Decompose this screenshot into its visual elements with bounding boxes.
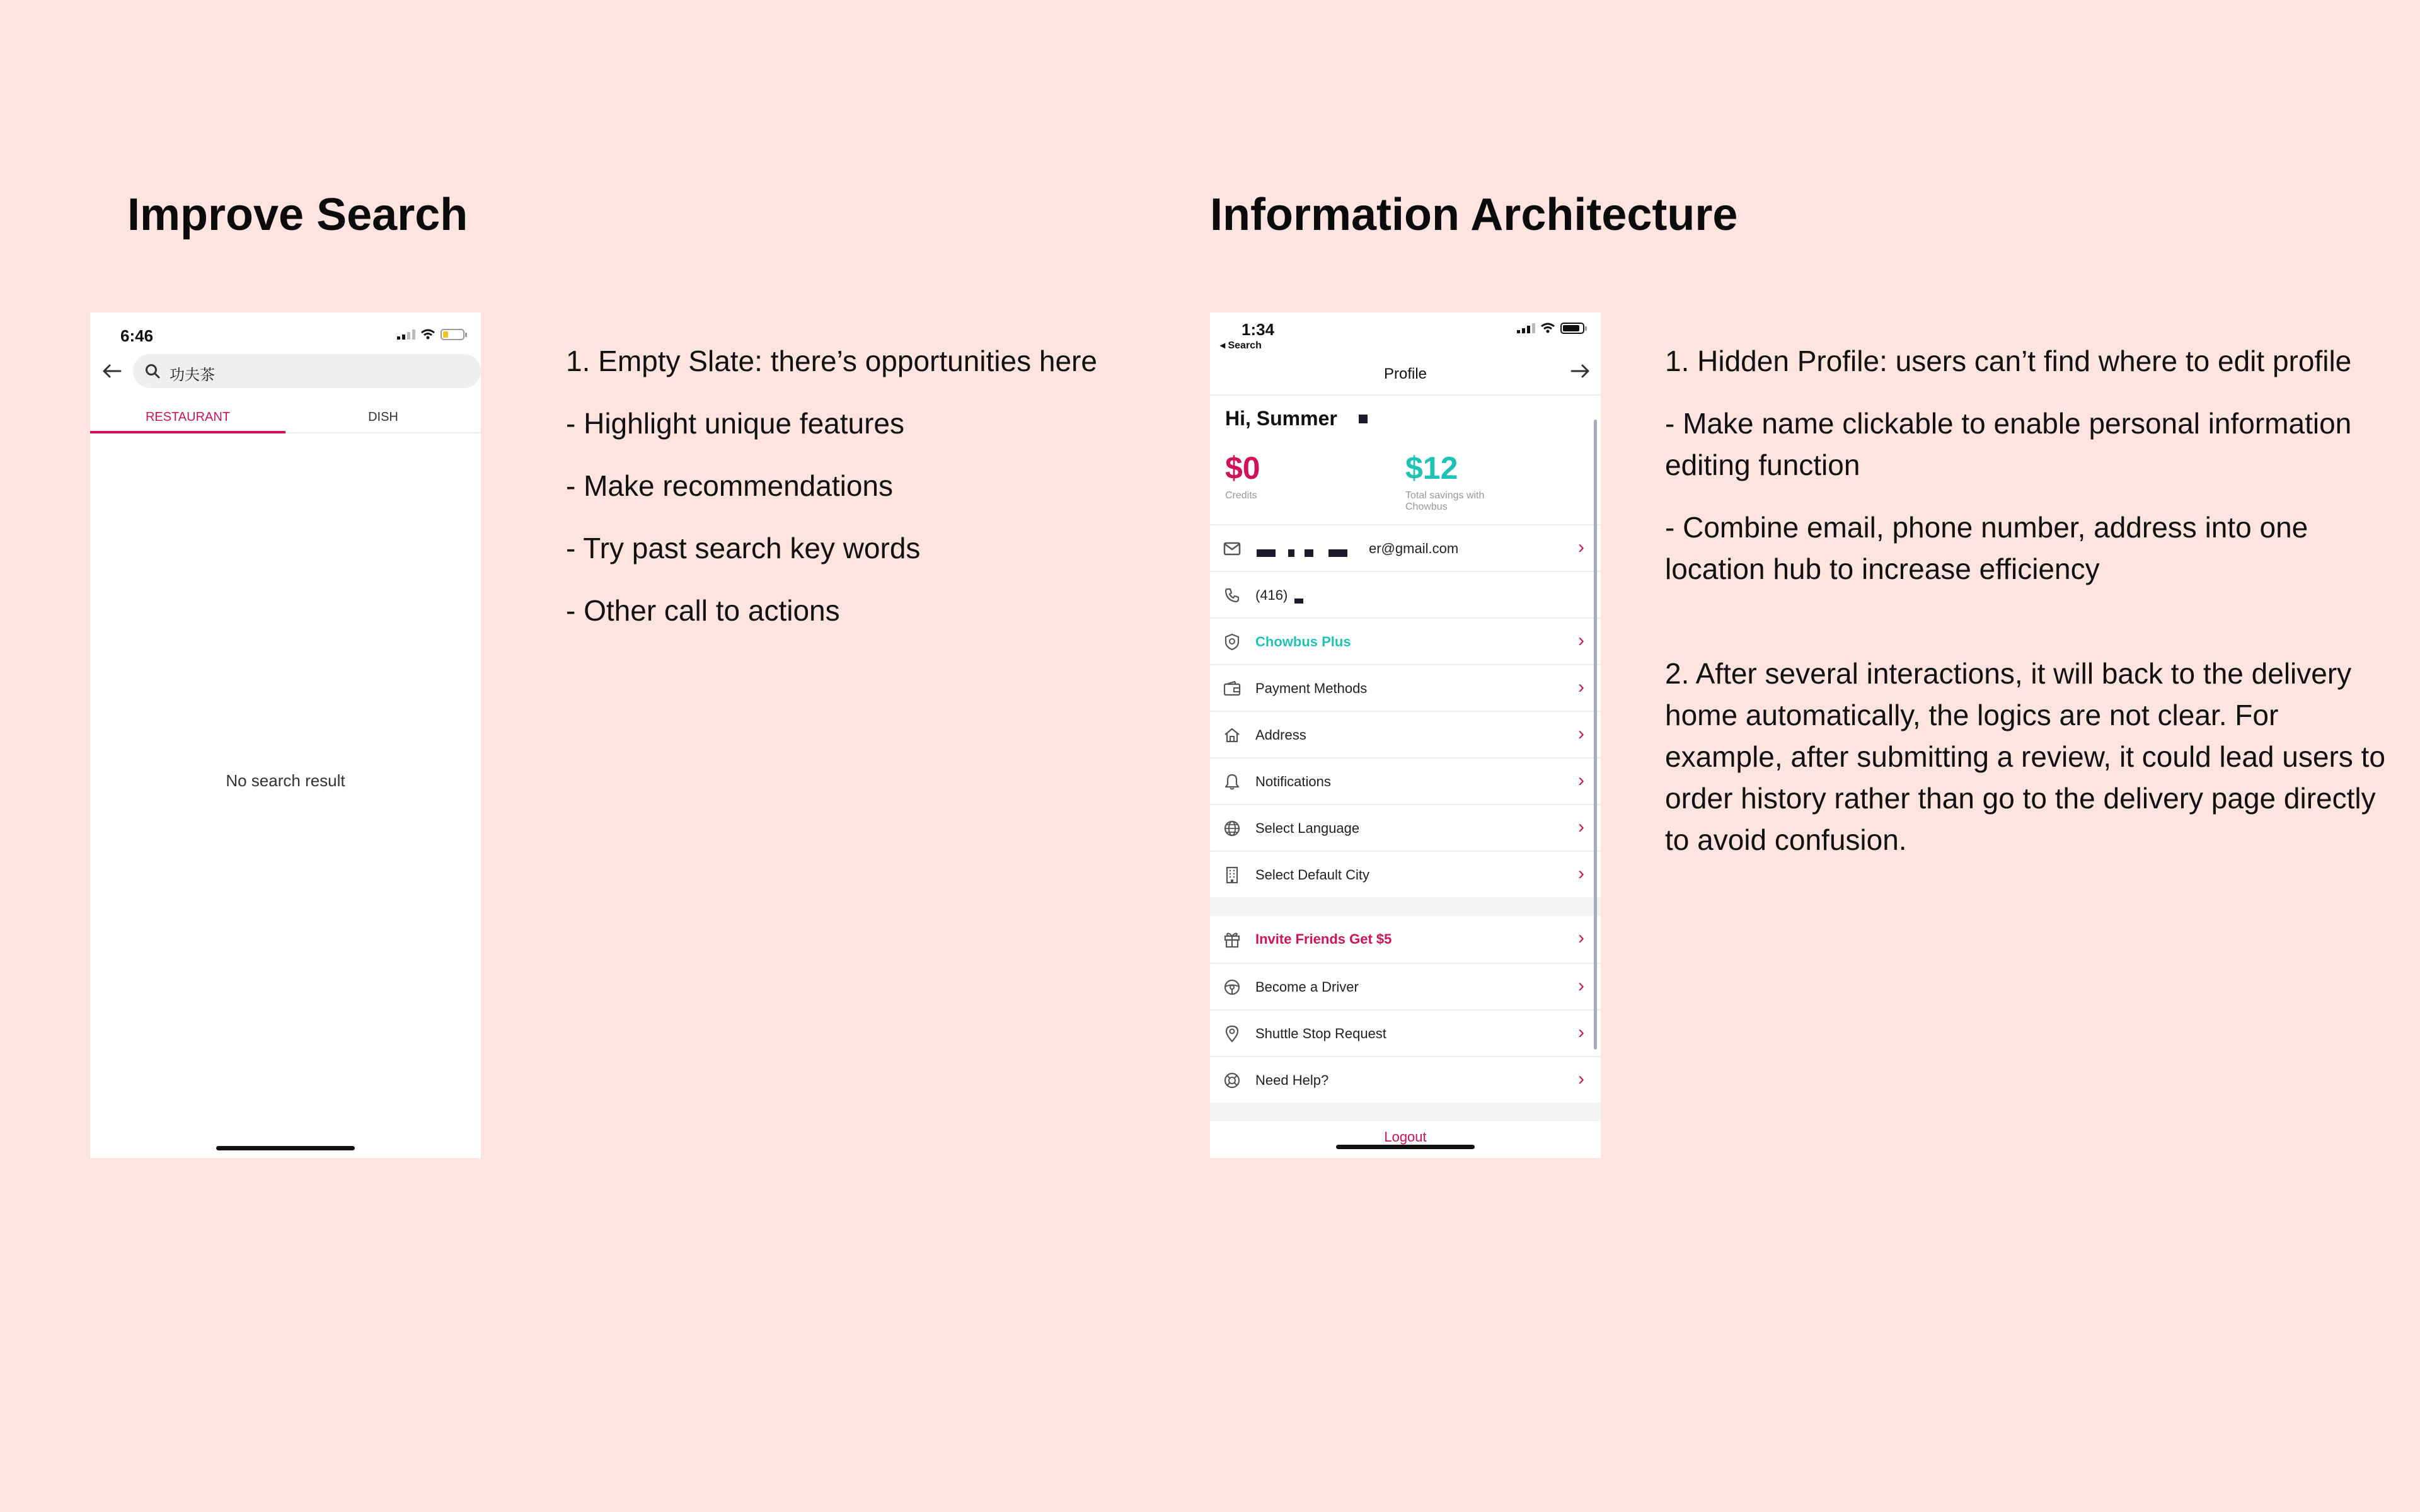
chevron-right-icon: ›	[1578, 723, 1584, 744]
menu-item-notifications[interactable]	[1210, 757, 1601, 804]
menu-item-label: Need Help?	[1255, 1072, 1329, 1088]
savings-label: Total savings with Chowbus	[1405, 490, 1485, 512]
lifebuoy-icon	[1223, 1071, 1242, 1090]
tab-dish[interactable]: DISH	[368, 410, 398, 424]
mail-icon	[1223, 539, 1242, 558]
search-tabs	[90, 401, 481, 433]
section-divider	[1210, 1102, 1601, 1121]
information-architecture-notes	[1665, 340, 2396, 881]
note-line: - Try past search key words	[566, 532, 921, 564]
wifi-icon	[420, 329, 435, 340]
gift-icon	[1223, 930, 1242, 949]
section-heading-information-architecture: Information Architecture	[1210, 190, 1738, 240]
menu-item-chowbus-plus[interactable]	[1210, 617, 1601, 664]
empty-state-text: No search result	[226, 771, 345, 790]
signal-icon	[1517, 323, 1535, 333]
credits-label: Credits	[1225, 490, 1257, 501]
redaction-mark	[1328, 549, 1347, 557]
wifi-icon	[1540, 323, 1555, 334]
home-icon	[1223, 726, 1242, 745]
menu-item-label: Select Language	[1255, 820, 1360, 836]
menu-item-label: Become a Driver	[1255, 979, 1359, 995]
status-bar	[1210, 312, 1601, 357]
section-heading-improve-search: Improve Search	[127, 190, 468, 240]
phone-value: (416)	[1255, 587, 1288, 603]
globe-icon	[1223, 819, 1242, 838]
note-line: 1. Hidden Profile: users can’t find where to edit profile	[1665, 345, 2352, 377]
profile-screen-mockup	[1210, 312, 1601, 1158]
menu-item-need-help[interactable]	[1210, 1056, 1601, 1102]
redaction-mark	[1294, 598, 1303, 604]
signal-icon	[397, 329, 415, 340]
menu-item-label: Invite Friends Get $5	[1255, 931, 1392, 947]
note-line: - Combine email, phone number, address into one location hub to increase efficiency	[1665, 511, 2308, 585]
email-value: er@gmail.com	[1369, 541, 1459, 556]
menu-item-select-default-city[interactable]	[1210, 850, 1601, 897]
back-arrow-icon[interactable]	[101, 363, 123, 379]
email-row[interactable]	[1210, 524, 1601, 571]
chevron-right-icon: ›	[1578, 677, 1584, 697]
status-time: 1:34	[1242, 320, 1275, 339]
note-line: 1. Empty Slate: there’s opportunities here	[566, 345, 1097, 377]
menu-item-payment-methods[interactable]	[1210, 664, 1601, 711]
menu-item-label: Address	[1255, 727, 1306, 743]
menu-item-label: Shuttle Stop Request	[1255, 1026, 1386, 1041]
chevron-right-icon: ›	[1578, 1068, 1584, 1089]
building-icon	[1223, 866, 1242, 885]
savings-value: $12	[1405, 450, 1458, 486]
chevron-right-icon: ›	[1578, 863, 1584, 884]
note-line: - Highlight unique features	[566, 407, 904, 440]
menu-item-label: Chowbus Plus	[1255, 634, 1351, 650]
wallet-icon	[1223, 679, 1242, 698]
menu-item-label: Payment Methods	[1255, 680, 1368, 696]
phone-icon	[1223, 586, 1242, 605]
search-query-text: 功夫茶	[170, 367, 215, 384]
location-pin-icon	[1223, 1024, 1242, 1043]
search-notes	[566, 340, 1146, 652]
page-title: Profile	[1383, 365, 1427, 382]
menu-item-shuttle-stop-request[interactable]	[1210, 1009, 1601, 1056]
note-line: - Make recommendations	[566, 469, 893, 502]
home-indicator	[216, 1146, 355, 1150]
back-to-search-link[interactable]: ◂ Search	[1220, 340, 1262, 351]
redaction-mark	[1257, 549, 1276, 557]
forward-arrow-icon[interactable]	[1569, 363, 1591, 379]
chevron-right-icon: ›	[1578, 537, 1584, 558]
menu-item-label: Notifications	[1255, 774, 1331, 789]
status-time: 6:46	[120, 326, 154, 345]
status-bar	[90, 312, 481, 357]
redaction-mark	[1288, 549, 1294, 557]
scrollbar[interactable]	[1594, 420, 1597, 1050]
greeting-name[interactable]: Hi, Summer	[1225, 407, 1337, 430]
chevron-right-icon: ›	[1578, 975, 1584, 996]
steering-wheel-icon	[1223, 978, 1242, 997]
credits-value: $0	[1225, 450, 1260, 486]
menu-item-invite-friends[interactable]	[1210, 916, 1601, 963]
chevron-right-icon: ›	[1578, 927, 1584, 948]
menu-item-label: Select Default City	[1255, 867, 1369, 883]
menu-item-select-language[interactable]	[1210, 804, 1601, 850]
chevron-right-icon: ›	[1578, 770, 1584, 791]
shield-icon	[1223, 633, 1242, 651]
home-indicator	[1336, 1145, 1475, 1149]
phone-row[interactable]	[1210, 571, 1601, 617]
chevron-right-icon: ›	[1578, 1022, 1584, 1043]
logout-button[interactable]: Logout	[1384, 1129, 1427, 1145]
battery-icon	[441, 329, 464, 340]
battery-icon	[1560, 323, 1584, 334]
search-icon	[144, 363, 161, 379]
search-screen-mockup	[90, 312, 481, 1158]
menu-item-address[interactable]	[1210, 711, 1601, 757]
chevron-right-icon: ›	[1578, 630, 1584, 651]
bell-icon	[1223, 772, 1242, 791]
note-line: - Make name clickable to enable personal information editing function	[1665, 407, 2352, 481]
note-line: - Other call to actions	[566, 594, 840, 627]
redaction-mark	[1305, 549, 1313, 557]
menu-item-become-a-driver[interactable]	[1210, 963, 1601, 1009]
tab-restaurant[interactable]: RESTAURANT	[90, 401, 285, 433]
section-divider	[1210, 897, 1601, 916]
note-line: 2. After several interactions, it will back to the delivery home automatically, the logics are not clear. For example, after submitting a review, it could lead users to order history rather than go to the delivery page directly to avoid confusion.	[1665, 657, 2385, 856]
chevron-right-icon: ›	[1578, 816, 1584, 837]
search-input[interactable]	[133, 354, 481, 388]
redaction-mark	[1359, 415, 1368, 423]
